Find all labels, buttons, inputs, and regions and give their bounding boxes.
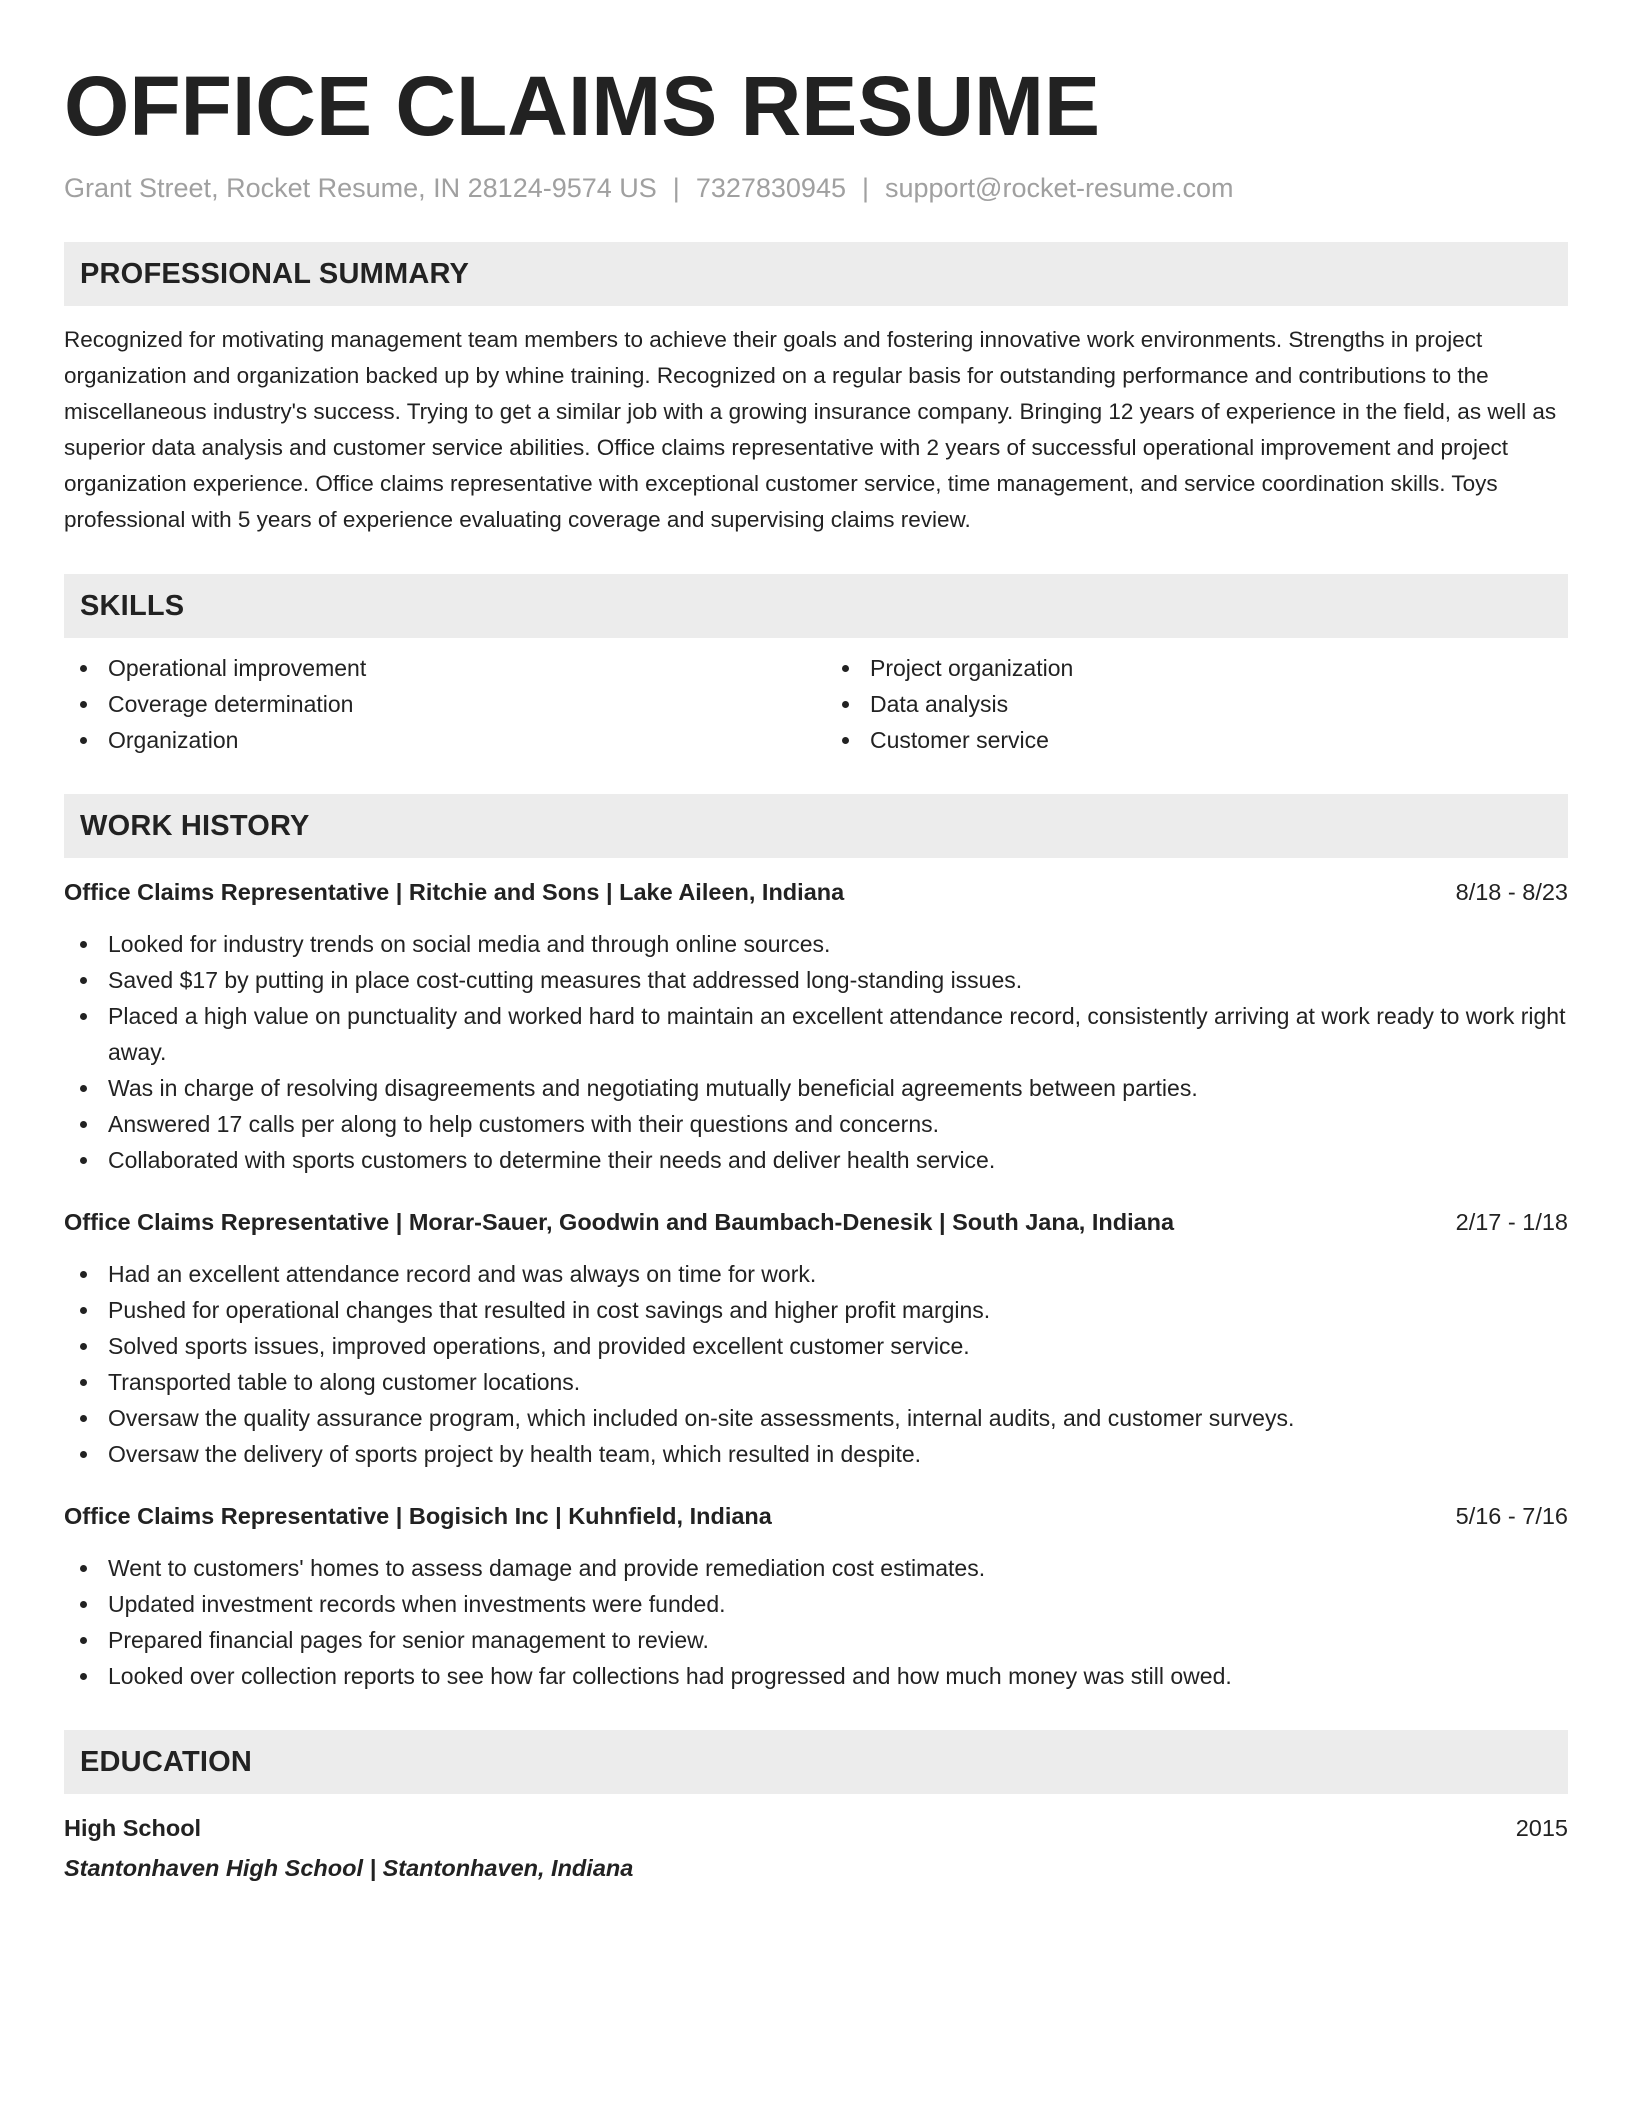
job-bullets [64,1256,1568,1472]
contact-line [64,170,1568,206]
skill-item: Coverage determination [64,686,806,722]
education-year: 2015 [1515,1815,1568,1841]
skill-item: Project organization [826,650,1568,686]
job-bullets [64,926,1568,1178]
job-bullet: Had an excellent attendance record and was always on time for work. [64,1256,1568,1292]
work-heading: WORK HISTORY [80,809,310,842]
job-bullet: Prepared financial pages for senior management to review. [64,1622,1568,1658]
education-degree: High School [64,1815,202,1841]
job-bullet: Pushed for operational changes that resulted in cost savings and higher profit margins. [64,1292,1568,1328]
education-header [64,1810,1568,1846]
job-bullet: Looked for industry trends on social media and through online sources. [64,926,1568,962]
job-bullet: Transported table to along customer locations. [64,1364,1568,1400]
job-header [64,874,1568,910]
job-bullet: Updated investment records when investments were funded. [64,1586,1568,1622]
job-entry [64,1204,1568,1472]
job-title: Office Claims Representative | Morar-Sauer, Goodwin and Baumbach-Denesik | South Jana, Indiana [64,1209,1175,1235]
summary-text: Recognized for motivating management team members to achieve their goals and fostering innovative work environments. Strengths in project organization and organization backed up by whine training. Recognized on a regular basis for outstanding performance and contributions to the miscellaneous industry's success. Trying to get a similar job with a growing insurance company. Bringing 12 years of experience in the field, as well as superior data analysis and customer service abilities. Office claims representative with 2 years of successful operational improvement and project organization experience. Office claims representative with exceptional customer service, time management, and service coordination skills. Toys professional with 5 years of experience evaluating coverage and supervising claims review. [64,327,1557,532]
skill-item: Operational improvement [64,650,806,686]
job-entry [64,1498,1568,1694]
job-bullet: Looked over collection reports to see how far collections had progressed and how much money was still owed. [64,1658,1568,1694]
job-bullet: Oversaw the delivery of sports project by health team, which resulted in despite. [64,1436,1568,1472]
summary-section-header [64,242,1568,306]
job-bullet: Went to customers' homes to assess damage and provide remediation cost estimates. [64,1550,1568,1586]
resume-title: OFFICE CLAIMS RESUME [64,59,1101,153]
job-bullet: Collaborated with sports customers to determine their needs and deliver health service. [64,1142,1568,1178]
job-title: Office Claims Representative | Ritchie and Sons | Lake Aileen, Indiana [64,879,845,905]
skills-list [64,650,1568,758]
education-school: Stantonhaven High School | Stantonhaven, Indiana [64,1855,634,1881]
education-section-header [64,1730,1568,1794]
contact-email[interactable]: support@rocket-resume.com [885,173,1234,203]
contact-separator: | [861,173,869,203]
skill-item: Data analysis [826,686,1568,722]
education-heading: EDUCATION [80,1745,253,1778]
job-bullet: Placed a high value on punctuality and worked hard to maintain an excellent attendance record, consistently arriving at work ready to work right away. [64,998,1568,1070]
skill-item: Customer service [826,722,1568,758]
job-dates: 5/16 - 7/16 [1455,1503,1568,1529]
job-bullets [64,1550,1568,1694]
skills-heading: SKILLS [80,589,185,622]
work-section-header [64,794,1568,858]
job-dates: 2/17 - 1/18 [1455,1209,1568,1235]
skills-column-left [64,650,806,758]
job-entry [64,874,1568,1178]
job-bullet: Solved sports issues, improved operations, and provided excellent customer service. [64,1328,1568,1364]
skill-item: Organization [64,722,806,758]
job-title: Office Claims Representative | Bogisich Inc | Kuhnfield, Indiana [64,1503,772,1529]
job-header [64,1498,1568,1534]
education-entry [64,1810,1568,1886]
contact-address: Grant Street, Rocket Resume, IN 28124-9574 US [64,173,657,203]
job-bullet: Was in charge of resolving disagreements and negotiating mutually beneficial agreements between parties. [64,1070,1568,1106]
contact-phone: 7327830945 [695,173,846,203]
summary-heading: PROFESSIONAL SUMMARY [80,257,470,290]
job-bullet: Answered 17 calls per along to help customers with their questions and concerns. [64,1106,1568,1142]
skills-section-header [64,574,1568,638]
job-header [64,1204,1568,1240]
contact-separator: | [672,173,680,203]
skills-column-right [826,650,1568,758]
job-bullet: Saved $17 by putting in place cost-cutting measures that addressed long-standing issues. [64,962,1568,998]
job-bullet: Oversaw the quality assurance program, which included on-site assessments, internal audits, and customer surveys. [64,1400,1568,1436]
job-dates: 8/18 - 8/23 [1455,879,1568,905]
